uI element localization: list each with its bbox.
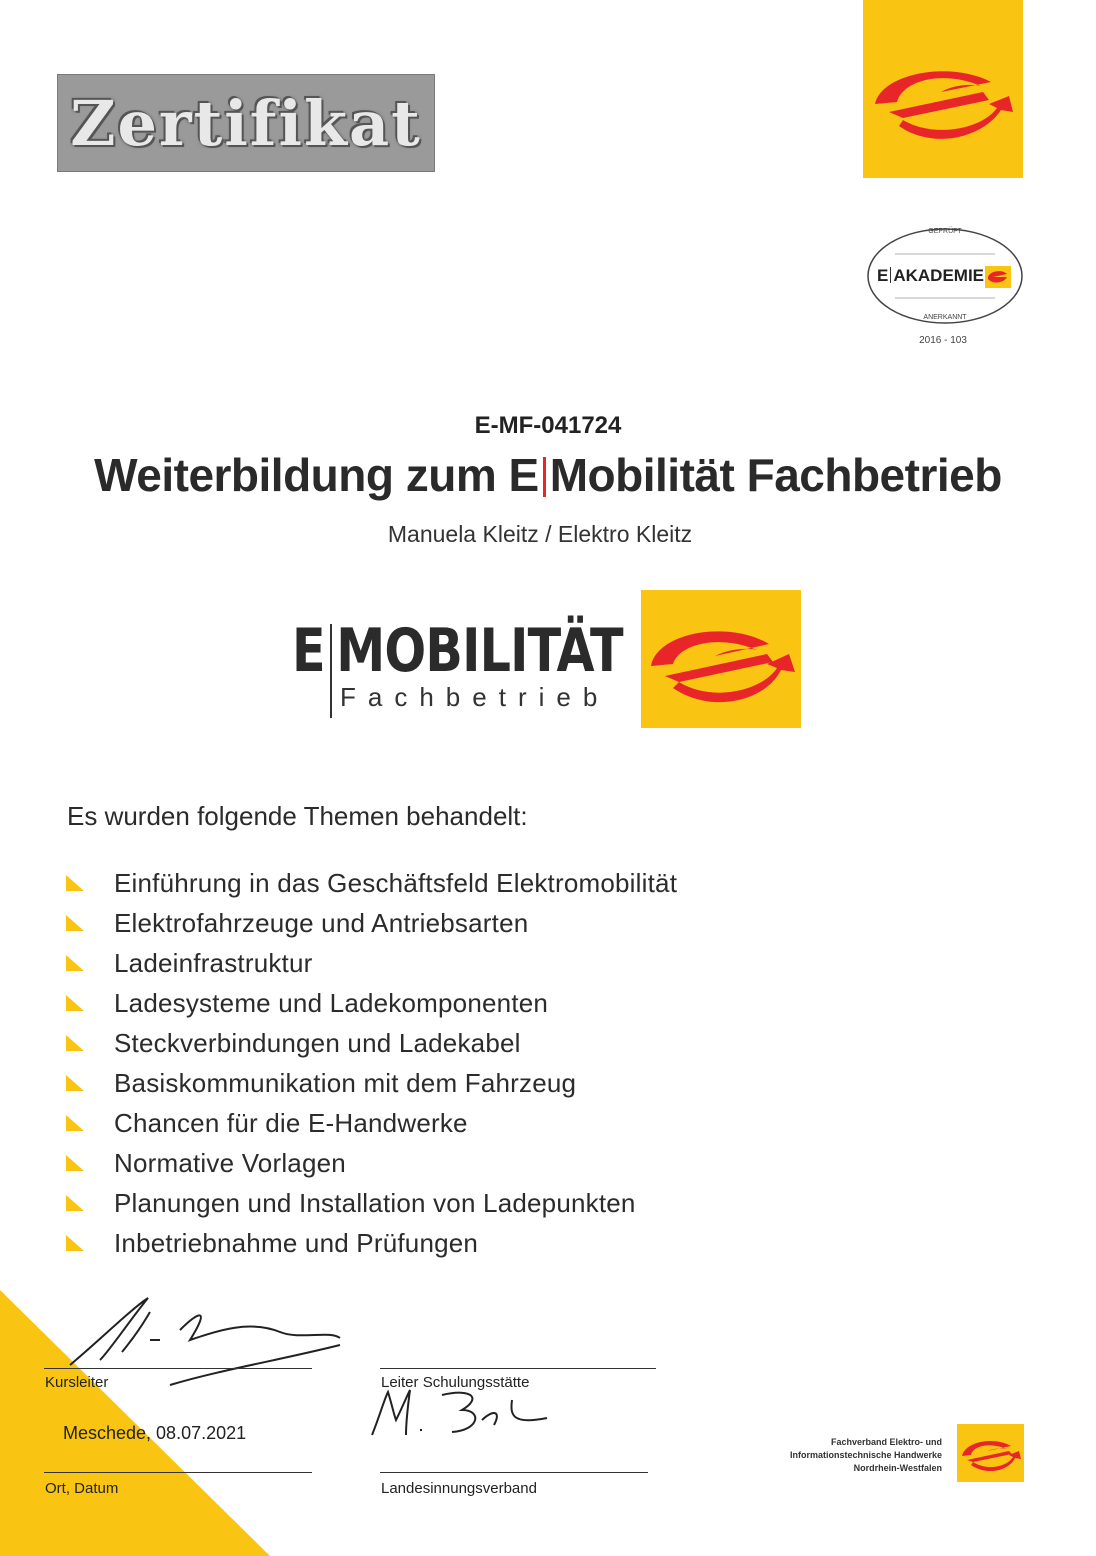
e-handwerk-logo-icon (863, 0, 1023, 178)
seal-number: 2016 - 103 (919, 335, 967, 346)
list-item (64, 1103, 677, 1143)
brand-divider (330, 624, 332, 718)
seal-name-prefix: E (877, 266, 889, 285)
list-item (64, 983, 677, 1023)
footer-org-line: Fachverband Elektro- und (830, 1437, 942, 1447)
seal-top-text: GEPRÜFT (928, 228, 962, 235)
ort-datum-line (44, 1472, 312, 1473)
leiter-line (380, 1368, 656, 1369)
topic-text: Steckverbindungen und Ladekabel (114, 1027, 521, 1058)
kursleiter-line (44, 1368, 312, 1369)
certificate-heading (57, 74, 435, 172)
seal-bottom-text: ANERKANNT (923, 314, 967, 321)
topic-text: Ladeinfrastruktur (114, 947, 313, 978)
seal-logo-icon (985, 266, 1011, 288)
title-divider (543, 457, 546, 497)
landesinnungsverband-line (380, 1472, 648, 1473)
course-title-part1: Weiterbildung zum E (94, 449, 539, 501)
list-item (64, 1223, 677, 1263)
list-item (64, 863, 677, 903)
landesinnungsverband-label: Landesinnungsverband (381, 1480, 537, 1497)
brand-prefix: E (292, 616, 325, 686)
topic-text: Elektrofahrzeuge und Antriebsarten (114, 907, 529, 938)
topic-text: Einführung in das Geschäftsfeld Elektromobilität (114, 867, 678, 898)
certificate-title: Zertifikat (70, 86, 422, 160)
akademie-seal (865, 226, 1025, 348)
topics-intro: Es wurden folgende Themen behandelt: (67, 801, 528, 831)
bullet-triangle-icon (64, 1233, 114, 1253)
e-mobilitaet-logo-icon (641, 590, 801, 728)
brand-wordmark (292, 616, 623, 686)
seal-name (877, 266, 984, 286)
bullet-triangle-icon (64, 1073, 114, 1093)
bullet-triangle-icon (64, 1113, 114, 1133)
footer-org-line: Nordrhein-Westfalen (853, 1463, 942, 1473)
topic-text: Planungen und Installation von Ladepunkten (114, 1187, 636, 1218)
list-item (64, 1143, 677, 1183)
course-title-part2: Mobilität Fachbetrieb (549, 449, 1002, 501)
leiter-signature (362, 1380, 562, 1440)
topic-text: Inbetriebnahme und Prüfungen (114, 1227, 479, 1258)
list-item (64, 1063, 677, 1103)
bullet-triangle-icon (64, 1033, 114, 1053)
bullet-triangle-icon (64, 953, 114, 973)
list-item (64, 1023, 677, 1063)
bullet-triangle-icon (64, 1193, 114, 1213)
list-item (64, 903, 677, 943)
footer-org-line: Informationstechnische Handwerke (789, 1450, 942, 1460)
place-date: Meschede, 08.07.2021 (63, 1423, 247, 1443)
topic-text: Normative Vorlagen (114, 1147, 346, 1178)
ort-datum-label: Ort, Datum (45, 1480, 119, 1497)
topics-list (64, 863, 677, 1263)
list-item (64, 1183, 677, 1223)
bullet-triangle-icon (64, 1153, 114, 1173)
recipient-name: Manuela Kleitz / Elektro Kleitz (387, 521, 693, 547)
leiter-label: Leiter Schulungsstätte (381, 1374, 530, 1391)
brand-subtitle: Fachbetrieb (340, 682, 610, 712)
topic-text: Ladesysteme und Ladekomponenten (114, 987, 549, 1018)
topic-text: Basiskommunikation mit dem Fahrzeug (114, 1067, 577, 1098)
e-mobilitaet-brand (292, 616, 632, 716)
seal-name-text: AKADEMIE (893, 266, 985, 285)
bullet-triangle-icon (64, 913, 114, 933)
course-title (0, 448, 1096, 502)
footer-organization (740, 1436, 942, 1475)
list-item (64, 943, 677, 983)
footer-logo-icon (957, 1424, 1024, 1482)
brand-main-text: MOBILITÄT (336, 616, 623, 686)
bullet-triangle-icon (64, 873, 114, 893)
topic-text: Chancen für die E-Handwerke (114, 1107, 468, 1138)
kursleiter-label: Kursleiter (45, 1374, 109, 1391)
course-code: E-MF-041724 (474, 412, 622, 439)
bullet-triangle-icon (64, 993, 114, 1013)
